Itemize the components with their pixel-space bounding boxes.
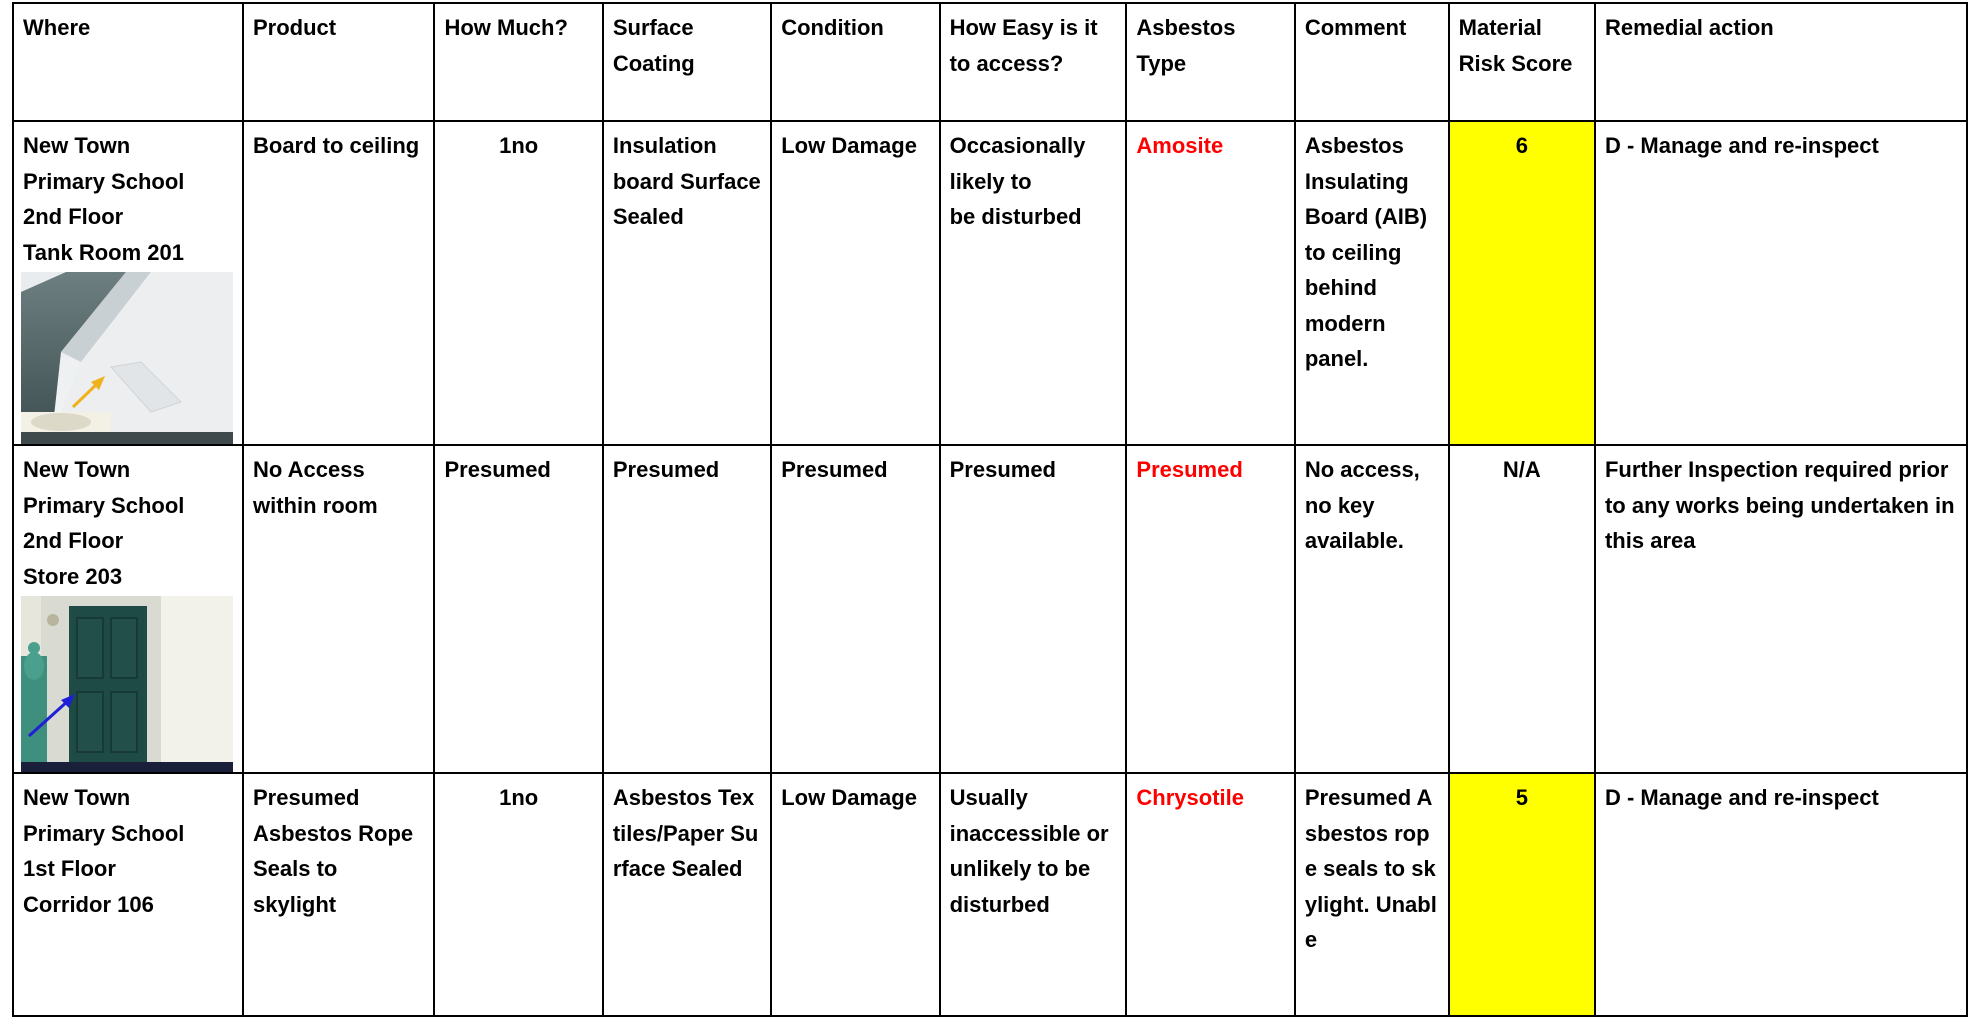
remedial-action-cell: D - Manage and re-inspect [1595,121,1967,445]
table-row [13,773,1967,1016]
col-header-condition: Condition [771,3,939,121]
condition-cell: Low Damage [771,121,939,445]
ceiling-board-photo [21,272,233,444]
where-text: New Town Primary School 2nd Floor Store 203 [23,457,185,589]
where-cell [13,445,243,773]
comment-cell: No access, no key available. [1295,445,1449,773]
product-cell: No Access within room [243,445,434,773]
condition-cell: Low Damage [771,773,939,1016]
table-row [13,121,1967,445]
col-header-access: How Easy is it to access? [940,3,1127,121]
col-header-comment: Comment [1295,3,1449,121]
asbestos-type-cell: Presumed [1126,445,1294,773]
quantity-cell: Presumed [434,445,602,773]
risk-score-cell: N/A [1449,445,1595,773]
asbestos-type-cell: Chrysotile [1126,773,1294,1016]
header-row [13,3,1967,121]
access-cell: Usually inaccessible or unlikely to be disturbed [940,773,1127,1016]
product-cell: Board to ceiling [243,121,434,445]
table-row [13,445,1967,773]
remedial-action-cell: D - Manage and re-inspect [1595,773,1967,1016]
col-header-surface-coating: Surface Coating [603,3,771,121]
col-header-how-much: How Much? [434,3,602,121]
risk-score-cell: 5 [1449,773,1595,1016]
quantity-cell: 1no [434,121,602,445]
product-cell: Presumed Asbestos Rope Seals to skylight [243,773,434,1016]
asbestos-type-cell: Amosite [1126,121,1294,445]
where-text: New Town Primary School 2nd Floor Tank Room 201 [23,133,185,265]
asbestos-survey-table [12,2,1968,1017]
col-header-risk-score: Material Risk Score [1449,3,1595,121]
surface-coating-cell: Asbestos Textiles/Paper Surface Sealed [603,773,771,1016]
access-cell: Presumed [940,445,1127,773]
comment-cell: Presumed Asbestos rope seals to skylight. Unable [1295,773,1449,1016]
where-cell [13,121,243,445]
comment-cell: Asbestos Insulating Board (AIB) to ceiling behind modern panel. [1295,121,1449,445]
col-header-asbestos-type: Asbestos Type [1126,3,1294,121]
risk-score-cell: 6 [1449,121,1595,445]
col-header-where: Where [13,3,243,121]
quantity-cell: 1no [434,773,602,1016]
surface-coating-cell: Presumed [603,445,771,773]
col-header-product: Product [243,3,434,121]
condition-cell: Presumed [771,445,939,773]
store-door-photo [21,596,233,772]
access-cell: Occasionally likely to be disturbed [940,121,1127,445]
remedial-action-cell: Further Inspection required prior to any works being undertaken in this area [1595,445,1967,773]
col-header-remedial-action: Remedial action [1595,3,1967,121]
surface-coating-cell: Insulation board Surface Sealed [603,121,771,445]
where-cell: New Town Primary School 1st Floor Corridor 106 [13,773,243,1016]
